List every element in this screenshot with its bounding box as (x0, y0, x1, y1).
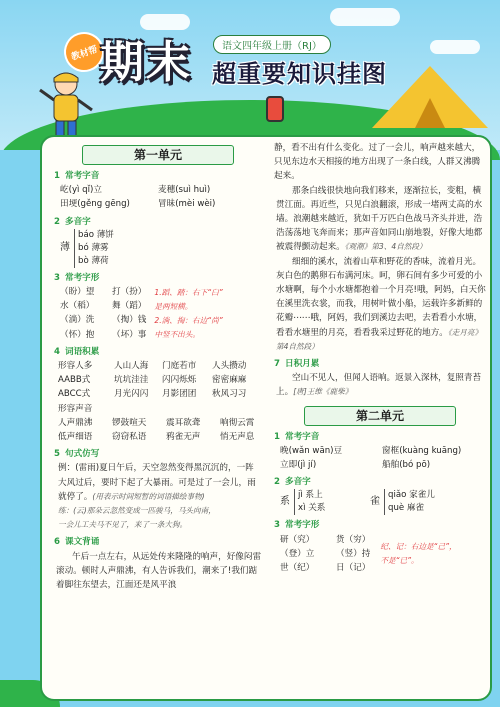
char-form-row: （怀）抱 （坏）事 (60, 329, 147, 340)
u1-sec7-heading: 7 日积月累 (274, 359, 320, 370)
char-form-row: （淌）洗 （掏）钱 (60, 315, 147, 326)
recitation-text: 午后一点左右，从远处传来隆隆的响声，好像闷雷滚动。顿时人声鼎沸，有人告诉我们，潮来了!我们踮着脚往东望去，江面还是风平浪 (56, 551, 262, 591)
word-grid: 形容人多 人山人海 门庭若市 人头攒动 AABB式 坑坑洼洼 闪闪烁烁 密密麻麻 ABCC式 月光闪闪 月影团团 秋风习习 (58, 361, 247, 400)
voice-grid: 人声鼎沸 锣鼓喧天 震耳欲聋 响彻云霄 低声细语 窃窃私语 鸦雀无声 悄无声息 (58, 417, 255, 443)
polyphone-block: 薄 báo 薄饼 bó 薄雾 bò 薄荷 (60, 229, 114, 266)
char-note: 1.蹈、踏：右下“臼” (154, 288, 223, 298)
sentence-practice: 练：(云)那朵云忽然变成一匹骏马，马头向南， 一会儿工夫马不见了，来了一条大狗。 (58, 506, 216, 530)
char-form-block (274, 533, 486, 576)
grade-tag: 语文四年级上册（RJ） (213, 35, 331, 54)
tent-door (415, 98, 445, 128)
cloud (330, 8, 400, 26)
u2-sec2-heading: 2 多音字 (274, 477, 311, 488)
sentence-example: 例：(雷雨)夏日午后，天空忽然变得黑沉沉的，一阵大风过后，要时下起了大暴雨。可是过了一会儿，雨就停了。(用表示时间短暂的词语描绘事物) (58, 463, 256, 502)
polyphone-block: 系 jì 系上 xì 关系 雀 qiǎo 家雀儿 què 麻雀 (280, 490, 435, 514)
char-note: 纪、记：右边是“己”， (380, 541, 457, 551)
char-form-row: 水（稻） 舞（蹈） (60, 301, 147, 312)
u1-sec1-row: 屹(yì qǐ)立 麦穗(suì huì) (60, 185, 211, 196)
cloud (430, 40, 480, 54)
u1-sec4-heading: 4 词语积累 (54, 346, 100, 357)
recitation-cont: 静，看不出有什么变化。过了一会儿，响声越来越大，只见东边水天相接的地方出现了一条白线，人群又沸腾起来。 (274, 143, 481, 182)
u1-sec2-heading: 2 多音字 (54, 216, 91, 227)
char-form-row: 研（究） 货（穷） (280, 534, 371, 545)
lantern-icon (266, 96, 284, 122)
char-form-row: （登）立 （竖）持 (280, 548, 371, 559)
u1-sec1-row: 田埂(gěng gēng) 冒昧(mèi wèi) (60, 199, 216, 210)
brand-badge: 教材帮 (59, 27, 109, 77)
u1-sec1-heading: 1 常考字音 (54, 171, 100, 181)
recitation-para: 那条白线很快地向我们移来，逐渐拉长，变粗，横贯江面。再近些，只见白浪翻滚，形成一堵两丈高的水墙。浪潮越来越近，犹如千万匹白色战马齐头并进，浩浩荡荡地飞奔而来；那声音如同山崩地裂，好像大地都被震得颤动起来。《观潮》第3、4自然段） (276, 185, 483, 253)
char-form-row: 世（纪） 日（记） (280, 563, 371, 574)
u2-sec3-heading: 3 常考字形 (274, 520, 320, 531)
unit1-title: 第一单元 (82, 145, 234, 165)
u2-sec1-row: 晚(wǎn wān)豆 窗框(kuàng kuāng) (280, 445, 462, 456)
right-column (274, 141, 486, 575)
page-title: 期末 (100, 37, 192, 88)
u1-sec3-heading: 3 常考字形 (54, 272, 100, 283)
char-note: 不是“已”。 (380, 555, 419, 565)
u2-sec1-heading: 1 常考字音 (274, 431, 320, 442)
char-note: 2.淌、掏：右边“尚” (154, 316, 223, 326)
unit2-title: 第二单元 (304, 406, 456, 426)
voice-label: 形容声音 (58, 403, 93, 414)
char-note: 是两短横。 (154, 302, 193, 312)
left-column (54, 145, 262, 592)
content-paper (40, 135, 492, 701)
char-form-row: （盼）望 打（扮） (60, 287, 147, 298)
u1-sec6-heading: 6 课文背诵 (54, 537, 100, 548)
page-subtitle: 超重要知识挂图 (212, 60, 387, 88)
u2-sec1-row: 立即(jì jí) 船舶(bó pō) (280, 460, 431, 471)
u1-sec5-heading: 5 句式仿写 (54, 449, 100, 460)
recitation-para: 细细的溪水，流着山草和野花的香味，流着月光。灰白色的鹅卵石布满河床。呵，卵石间有多少可爱的小水塘啊，每个小水塘都抱着一个月亮!哦，阿妈，白天你在溪里洗衣裳，而我，用树叶做小船，运载许多新鲜的花瓣⋯⋯哦，阿妈，我们到溪边去吧，去看看小水塘，看看水塘里的月亮，看看我采过野花的地方。《走月亮》第4自然段） (276, 256, 486, 351)
poem-text: 空山不见人，但闻人语响。返景入深林，复照青苔上。[唐]王维《鹿柴》 (276, 373, 482, 398)
char-form-block (54, 285, 262, 342)
left-strip (0, 150, 40, 707)
char-note: 中竖不出头。 (154, 330, 200, 340)
